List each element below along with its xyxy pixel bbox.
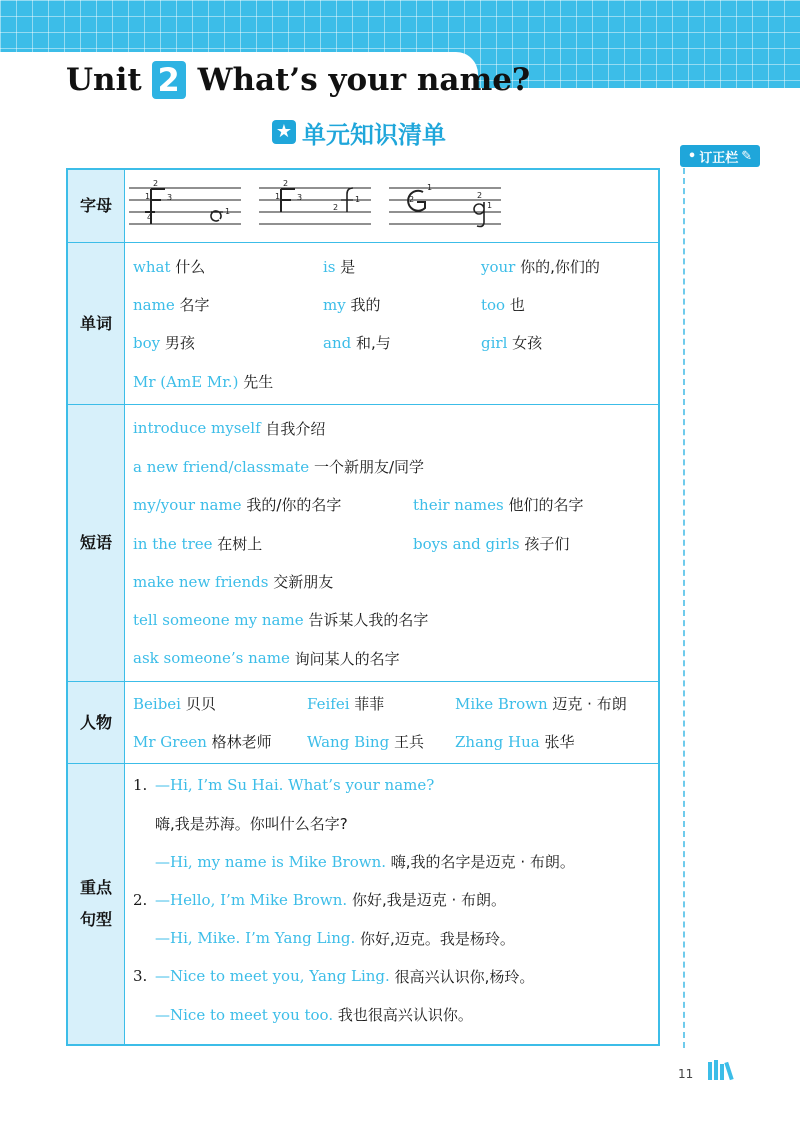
sentence-number: 2. bbox=[133, 890, 148, 909]
pencil-icon: ✎ bbox=[741, 148, 753, 164]
correction-label-text: 订正栏 bbox=[699, 150, 739, 166]
svg-text:2: 2 bbox=[153, 180, 159, 188]
phrase-en: introduce myself bbox=[133, 419, 261, 438]
phrase-en: their names bbox=[413, 496, 504, 515]
words-line bbox=[133, 362, 650, 400]
sentence-zh: 嗨,我的名字是迈克 · 布朗。 bbox=[390, 853, 575, 872]
word-item: is 是 bbox=[323, 257, 356, 276]
phrase-zh: 在树上 bbox=[217, 534, 263, 553]
sentences-content bbox=[125, 764, 658, 1044]
svg-text:3: 3 bbox=[297, 193, 303, 202]
words-row bbox=[68, 242, 658, 404]
phrase-line bbox=[133, 601, 650, 639]
phrase-line bbox=[133, 524, 650, 562]
sentence-en: —Hi, Mike. I’m Yang Ling. bbox=[155, 929, 356, 948]
word-item: your 你的,你们的 bbox=[481, 257, 600, 276]
category-sentences-line1: 重点 bbox=[79, 877, 112, 897]
sentence-number: 3. bbox=[133, 967, 148, 986]
sentence-line bbox=[133, 842, 650, 880]
sentence-zh: 你好,我是迈克 · 布朗。 bbox=[351, 891, 507, 910]
word-item: girl 女孩 bbox=[481, 334, 543, 353]
phrase-line bbox=[133, 409, 650, 447]
category-sentences bbox=[68, 764, 125, 1044]
sentence-number: 1. bbox=[133, 776, 148, 794]
svg-text:2: 2 bbox=[333, 203, 339, 212]
word-item: Mr (AmE Mr.) 先生 bbox=[133, 372, 274, 391]
sentence-zh: 很高兴认识你,杨玲。 bbox=[394, 967, 535, 986]
letters-Gg-guide-2 bbox=[389, 180, 501, 232]
correction-label bbox=[680, 145, 760, 167]
unit-word: Unit bbox=[66, 62, 142, 98]
character-item: Feifei 菲菲 bbox=[307, 694, 385, 713]
sentence-line bbox=[133, 996, 650, 1034]
character-line bbox=[133, 723, 650, 761]
svg-text:1: 1 bbox=[225, 207, 231, 216]
star-icon: ★ bbox=[272, 120, 296, 144]
characters-content bbox=[125, 682, 658, 763]
correction-column-line bbox=[683, 168, 685, 1048]
word-item: boy 男孩 bbox=[133, 334, 195, 353]
category-words: 单词 bbox=[68, 243, 125, 404]
svg-text:3: 3 bbox=[167, 193, 173, 202]
phrase-line bbox=[133, 639, 650, 677]
phrase-zh: 孩子们 bbox=[524, 534, 570, 553]
character-item: Wang Bing 王兵 bbox=[307, 733, 424, 752]
category-letters: 字母 bbox=[68, 170, 125, 242]
section-heading bbox=[272, 116, 446, 148]
svg-text:2: 2 bbox=[409, 195, 415, 204]
word-item: name 名字 bbox=[133, 295, 210, 314]
sentence-en: —Nice to meet you too. bbox=[155, 1005, 334, 1024]
sentence-zh: 你好,迈克。我是杨玲。 bbox=[360, 929, 515, 948]
phrases-content bbox=[125, 405, 658, 681]
character-item: Beibei 贝贝 bbox=[133, 694, 216, 713]
word-item: too 也 bbox=[481, 295, 525, 314]
svg-text:1: 1 bbox=[355, 195, 361, 204]
letters-row bbox=[68, 170, 658, 242]
character-line bbox=[133, 684, 650, 722]
sentence-en: —Nice to meet you, Yang Ling. bbox=[155, 967, 390, 986]
words-line bbox=[133, 324, 650, 362]
phrase-line bbox=[133, 447, 650, 485]
svg-text:4: 4 bbox=[147, 213, 153, 222]
category-phrases: 短语 bbox=[68, 405, 125, 681]
word-item: my 我的 bbox=[323, 295, 381, 314]
phrase-zh: 交新朋友 bbox=[273, 573, 334, 592]
phrase-zh: 自我介绍 bbox=[265, 419, 326, 438]
sentence-line bbox=[133, 766, 650, 804]
character-item: Mr Green 格林老师 bbox=[133, 733, 272, 752]
sentence-en: —Hello, I’m Mike Brown. bbox=[155, 890, 348, 909]
phrase-zh: 告诉某人我的名字 bbox=[308, 611, 429, 630]
word-item: and 和,与 bbox=[323, 334, 391, 353]
phrase-en: a new friend/classmate bbox=[133, 457, 310, 476]
sentence-zh: 嗨,我是苏海。你叫什么名字? bbox=[155, 814, 348, 833]
knowledge-table bbox=[66, 168, 660, 1046]
word-item: what 什么 bbox=[133, 257, 206, 276]
unit-name: What’s your name? bbox=[197, 62, 531, 98]
bullet-icon: • bbox=[687, 148, 697, 164]
sentence-en: —Hi, my name is Mike Brown. bbox=[155, 852, 386, 871]
phrase-zh: 他们的名字 bbox=[508, 496, 584, 515]
letters-Ff-guide bbox=[129, 180, 241, 232]
letter-writing-guides bbox=[125, 170, 658, 242]
phrase-en: make new friends bbox=[133, 572, 269, 591]
sentence-line bbox=[133, 919, 650, 957]
svg-text:1: 1 bbox=[275, 192, 281, 201]
letters-Gg-guide-1 bbox=[259, 180, 371, 232]
words-content bbox=[125, 243, 658, 404]
phrase-en: boys and girls bbox=[413, 534, 520, 553]
unit-title bbox=[66, 58, 530, 102]
sentences-row bbox=[68, 763, 658, 1044]
sentence-line bbox=[133, 804, 650, 842]
sentence-line bbox=[133, 881, 650, 919]
section-title: 单元知识清单 bbox=[302, 120, 446, 149]
unit-number-badge: 2 bbox=[152, 61, 186, 99]
sentence-zh: 我也很高兴认识你。 bbox=[337, 1006, 473, 1025]
characters-row bbox=[68, 681, 658, 763]
phrase-zh: 我的/你的名字 bbox=[246, 496, 342, 515]
sentence-line bbox=[133, 957, 650, 995]
books-icon bbox=[706, 1058, 738, 1082]
category-sentences-line2: 句型 bbox=[79, 909, 112, 929]
phrase-en: in the tree bbox=[133, 534, 213, 553]
words-line bbox=[133, 285, 650, 323]
svg-text:1: 1 bbox=[145, 192, 151, 201]
phrase-en: my/your name bbox=[133, 496, 242, 515]
page-number: 11 bbox=[678, 1067, 694, 1081]
svg-text:1: 1 bbox=[427, 183, 433, 192]
svg-text:2: 2 bbox=[477, 191, 483, 200]
phrase-line bbox=[133, 562, 650, 600]
character-item: Zhang Hua 张华 bbox=[455, 733, 575, 752]
character-item: Mike Brown 迈克 · 布朗 bbox=[455, 694, 627, 713]
sentence-en: —Hi, I’m Su Hai. What’s your name? bbox=[155, 776, 435, 794]
words-line bbox=[133, 247, 650, 285]
phrase-line bbox=[133, 486, 650, 524]
phrase-zh: 询问某人的名字 bbox=[294, 649, 400, 668]
svg-text:2: 2 bbox=[283, 180, 289, 188]
category-characters: 人物 bbox=[68, 682, 125, 763]
phrases-row bbox=[68, 404, 658, 681]
phrase-en: ask someone’s name bbox=[133, 649, 290, 668]
svg-text:1: 1 bbox=[487, 201, 493, 210]
phrase-en: tell someone my name bbox=[133, 610, 304, 629]
phrase-zh: 一个新朋友/同学 bbox=[313, 458, 425, 477]
